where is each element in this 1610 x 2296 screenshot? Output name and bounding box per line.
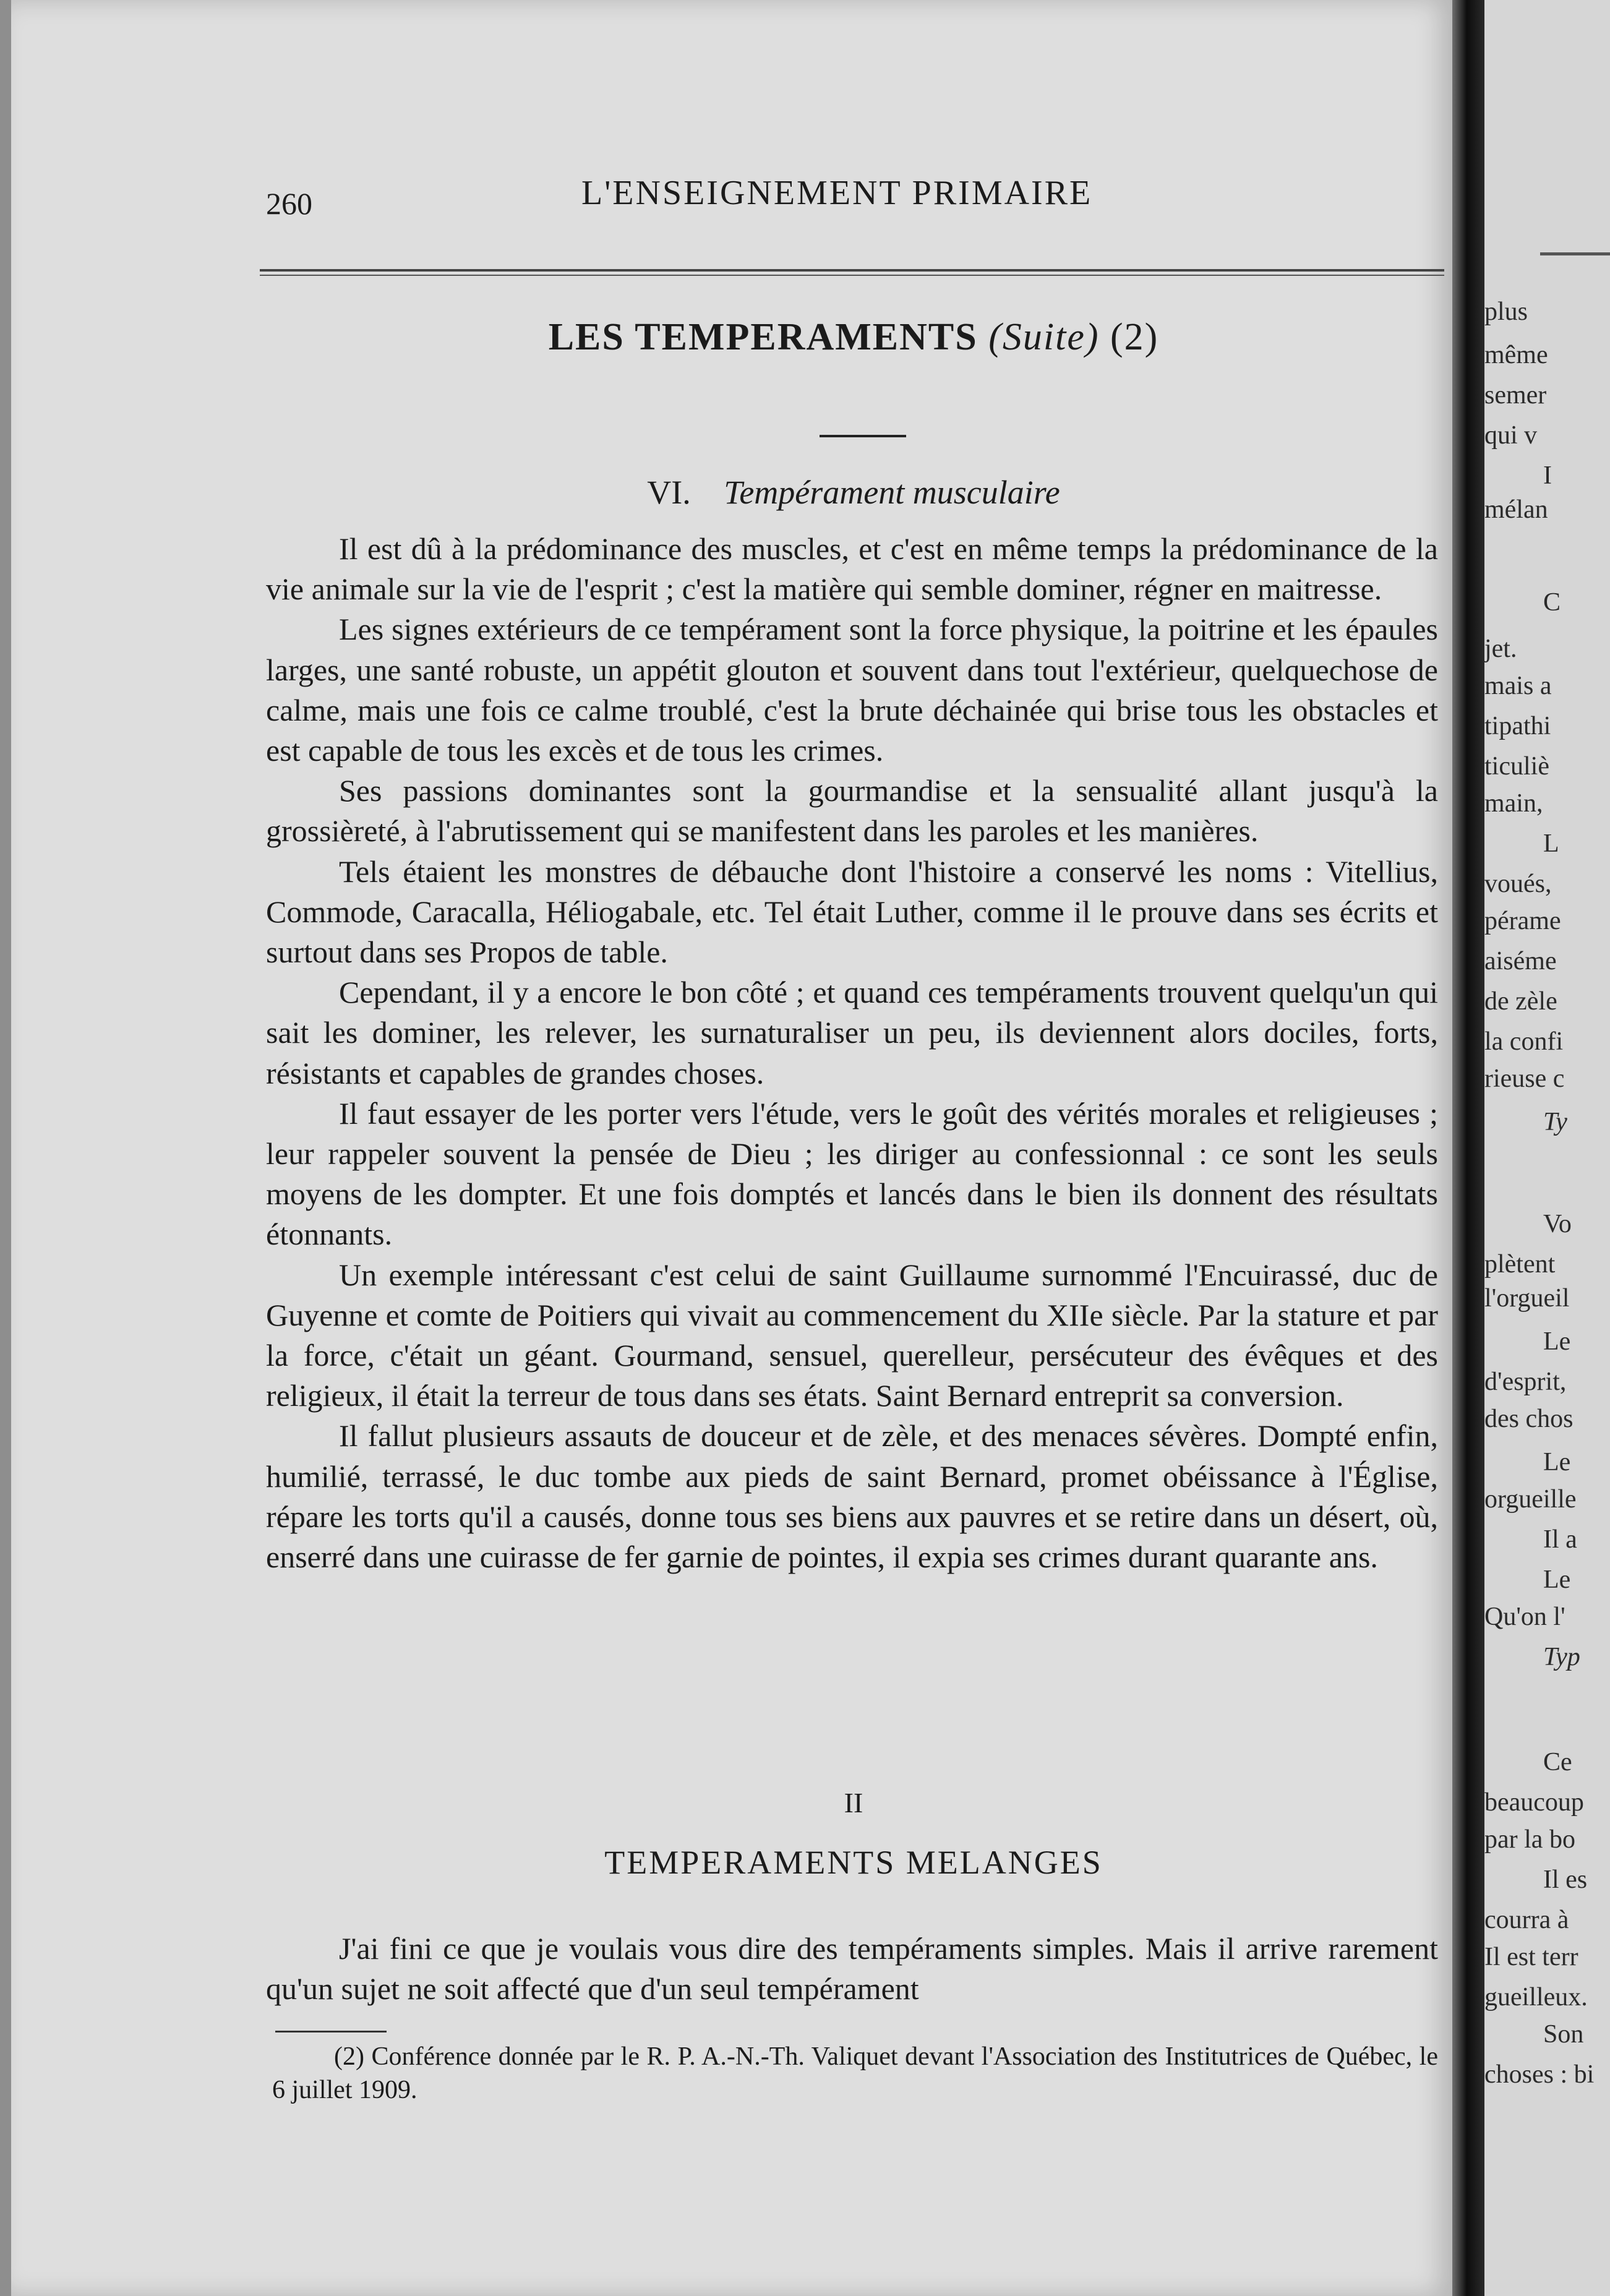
facing-page-fragment: rieuse c: [1484, 1064, 1565, 1093]
section-heading-ii: TEMPERAMENTS MELANGES: [604, 1844, 1103, 1881]
facing-page-fragment: mélan: [1484, 495, 1548, 524]
facing-page-fragment: C: [1543, 588, 1561, 617]
facing-page-fragment: Son: [1543, 2020, 1584, 2049]
facing-page-fragment: plètent: [1484, 1250, 1556, 1279]
paragraph: J'ai fini ce que je voulais vous dire des tempéraments simples. Mais il arrive rarement qu'un sujet ne soit affecté que d'un seul tempérament: [266, 1931, 1438, 2007]
paragraph: Un exemple intéressant c'est celui de saint Guillaume surnommé l'Encuirassé, duc de Guyenne et comte de Poitiers qui vivait au commencement du XIIe siècle. Par la stature et par la force, c'était un géant. Gourmand, sensuel, querelleur, persécuteur des évêques et des religieux, il était la terreur de tous dans ses états. Saint Bernard entreprit sa conversion.: [266, 1257, 1438, 1413]
facing-page-fragment: I: [1543, 461, 1552, 490]
paragraph: Il faut essayer de les porter vers l'étude, vers le goût des vérités morales et religieuses ; leur rappeler souvent la pensée de Dieu ; les diriger au confessionnal : ce sont les seuls moyens de les dompter. Et une fois domptés et lancés dans le bien ils donnent des résultats étonnants.: [266, 1095, 1438, 1252]
article-title: [266, 315, 1441, 359]
journal-title: L'ENSEIGNEMENT PRIMAIRE: [581, 174, 1093, 212]
facing-page-fragment: Il est terr: [1484, 1943, 1578, 1971]
facing-page-fragment: l'orgueil: [1484, 1284, 1570, 1313]
running-head: [266, 167, 1441, 221]
facing-page-fragment: Qu'on l': [1484, 1603, 1565, 1631]
facing-page-fragment: beaucoup: [1484, 1788, 1584, 1817]
facing-page-fragment: Il es: [1543, 1866, 1588, 1894]
facing-page-fragment: des chos: [1484, 1405, 1574, 1433]
facing-page-fragment: Typ: [1543, 1643, 1580, 1671]
article-title-footnote-ref: (2): [1110, 316, 1159, 358]
facing-page-fragment: d'esprit,: [1484, 1368, 1567, 1396]
facing-page-fragment: qui v: [1484, 421, 1538, 450]
facing-page-fragment: Ce: [1543, 1748, 1572, 1776]
facing-page-fragment: voués,: [1484, 870, 1552, 898]
section-number-ii: II: [844, 1787, 863, 1818]
facing-page-fragment: même: [1484, 341, 1548, 369]
paragraph: Les signes extérieurs de ce tempérament sont la force physique, la poitrine et les épaules larges, une santé robuste, un appétit glouton et souvent dans tout l'extérieur, quelquechose de calme, mais une fois ce calme troublé, c'est la brute déchainée qui brise tous les obstacles et est capable de tous les excès et de tous les crimes.: [266, 612, 1438, 768]
facing-page-fragment: Ty: [1543, 1108, 1567, 1136]
paragraph: Tels étaient les monstres de débauche dont l'histoire a conservé les noms : Vitellius, Commode, Caracalla, Héliogabale, etc. Tel était Luther, comme il le prouve dans ses écrits et surtout dans ses Propos de table.: [266, 854, 1438, 970]
facing-page-fragment: par la bo: [1484, 1825, 1575, 1854]
facing-page-fragment: tipathi: [1484, 712, 1551, 740]
facing-page-fragment: Le: [1543, 1327, 1571, 1356]
section-number: VI.: [647, 474, 691, 511]
facing-page-fragment: courra à: [1484, 1906, 1569, 1934]
facing-page-fragment: plus: [1484, 298, 1528, 326]
facing-page-fragment: Le: [1543, 1566, 1571, 1594]
header-rule-double: [260, 275, 1444, 276]
facing-page-fragment: aiséme: [1484, 947, 1557, 975]
article-body-continued: [266, 1929, 1438, 2009]
facing-page-fragment: orgueille: [1484, 1485, 1577, 1514]
article-body: [266, 529, 1438, 1577]
article-title-suite: (Suite): [988, 316, 1100, 358]
book-gutter: [1452, 0, 1484, 2296]
header-rule: [260, 269, 1444, 272]
facing-page-fragment: L: [1543, 829, 1559, 858]
facing-page-fragment: ticuliè: [1484, 752, 1549, 781]
section-heading-vi: [266, 473, 1441, 512]
page-number: 260: [266, 186, 312, 221]
facing-page-fragment: Le: [1543, 1448, 1571, 1476]
facing-page-fragment: semer: [1484, 381, 1547, 409]
footnote-rule: [275, 2031, 387, 2033]
facing-page-fragment: mais a: [1484, 672, 1552, 700]
paragraph: Il fallut plusieurs assauts de douceur et de zèle, et des menaces sévères. Dompté enfin, humilié, terrassé, le duc tombe aux pieds de saint Bernard, promet obéissance à l'Église, répare les torts qu'il a causés, donne tous ses biens aux pauvres et se retire dans un désert, où, enserré dans une cuirasse de fer garnie de pointes, il expia ses crimes durant quarante ans.: [266, 1418, 1438, 1575]
facing-page-fragment: jet.: [1484, 635, 1517, 663]
paragraph: Il est dû à la prédominance des muscles, et c'est en même temps la prédominance de la vie animale sur la vie de l'esprit ; c'est la matière qui semble dominer, régner en maitresse.: [266, 531, 1438, 607]
paragraph: Cependant, il y a encore le bon côté ; et quand ces tempéraments trouvent quelqu'un qui sait les dominer, les relever, les surnaturaliser un peu, ils deviennent alors dociles, forts, résistants et capables de grandes choses.: [266, 975, 1438, 1090]
facing-page-fragment: Vo: [1543, 1210, 1572, 1238]
footnote: (2) Conférence donnée par le R. P. A.-N.-Th. Valiquet devant l'Association des Institutrices de Québec, le 6 juillet 1909.: [272, 2042, 1438, 2104]
facing-page-fragment: de zèle: [1484, 987, 1557, 1016]
facing-page-rule: [1540, 252, 1610, 255]
facing-page-fragment: la confi: [1484, 1027, 1564, 1056]
facing-page-fragment: choses : bi: [1484, 2060, 1595, 2089]
facing-page-edge: [1484, 0, 1610, 2296]
facing-page-fragment: Il a: [1543, 1525, 1577, 1554]
facing-page-fragment: pérame: [1484, 907, 1561, 935]
facing-page-fragment: gueilleux.: [1484, 1983, 1588, 2011]
title-separator: [820, 435, 906, 437]
section-name: Tempérament musculaire: [724, 474, 1060, 511]
article-title-main: LES TEMPERAMENTS: [548, 316, 978, 358]
facing-page-fragment: main,: [1484, 789, 1543, 818]
paragraph: Ses passions dominantes sont la gourmandise et la sensualité allant jusqu'à la grossièreté, à l'abrutissement qui se manifestent dans les paroles et les manières.: [266, 773, 1438, 849]
